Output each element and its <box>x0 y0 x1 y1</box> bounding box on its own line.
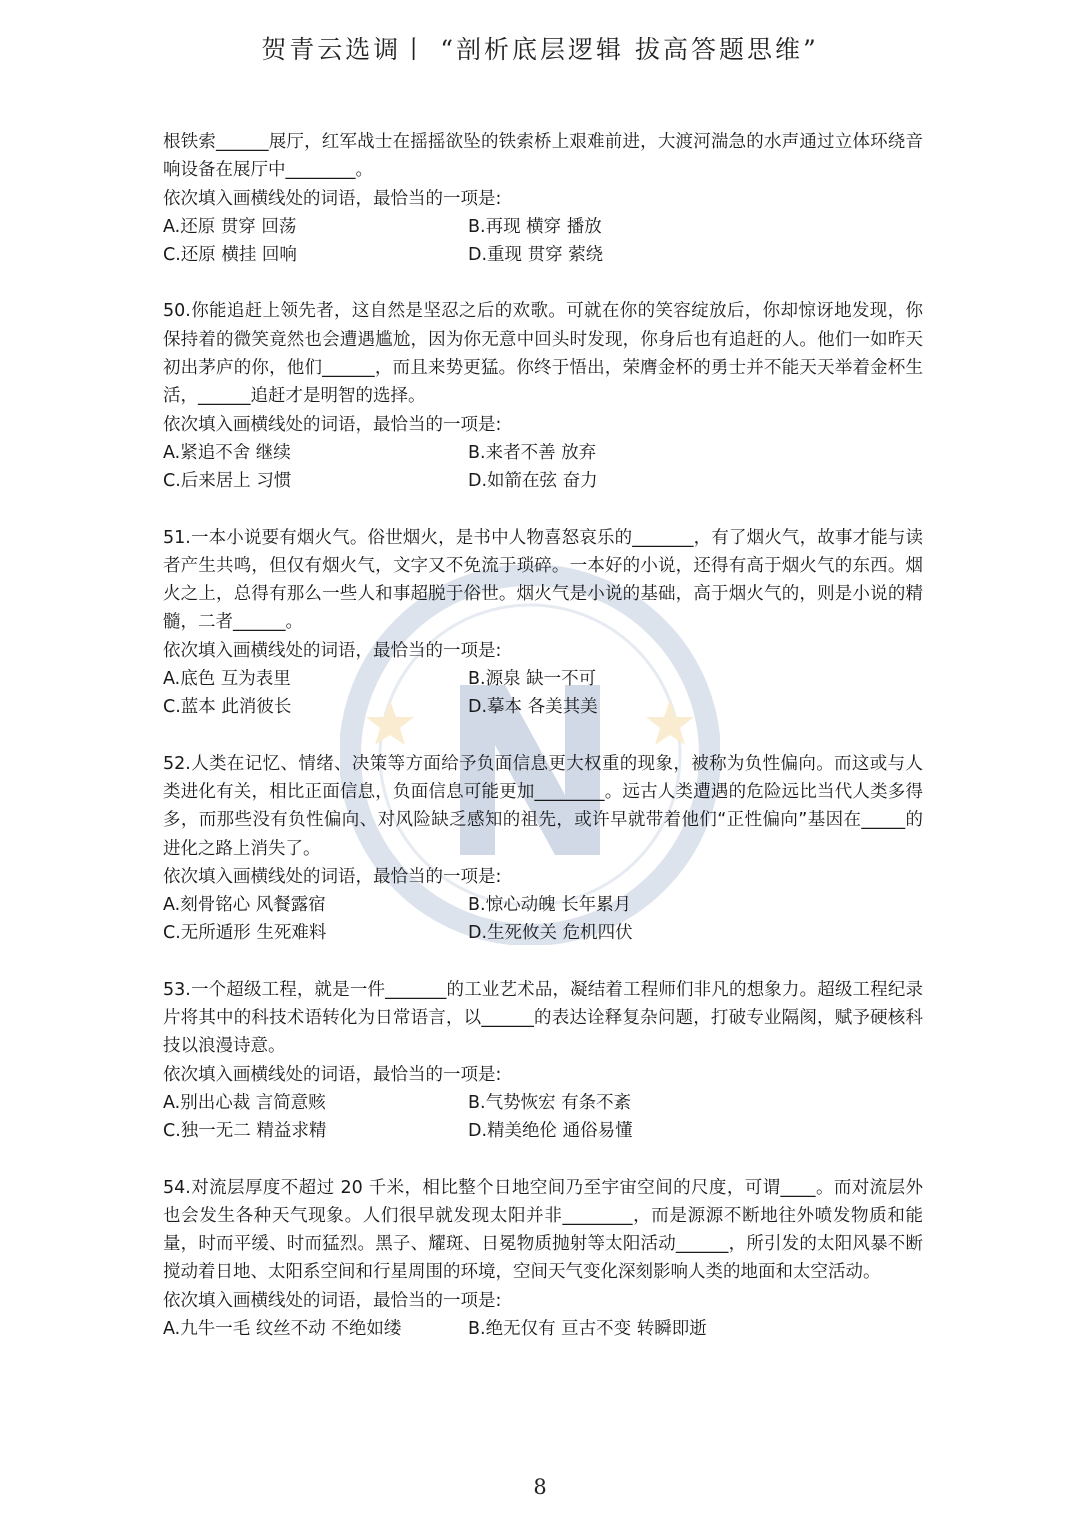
option-a: A.九牛一毛 纹丝不动 不绝如缕 <box>163 1318 402 1339</box>
option-a: A.还原 贯穿 回荡 <box>163 216 297 237</box>
options-grid <box>163 213 923 270</box>
option-b: B.来者不善 放弃 <box>468 442 597 463</box>
question-stem: 50.你能追赶上领先者，这自然是坚忍之后的欢歌。可就在你的笑容绽放后，你却惊讶地发现，你保持着的微笑竟然也会遭遇尴尬，因为你无意中回头时发现，你身后也有追赶的人。他们一如昨天初出茅庐的你，他们______，而且来势更猛。你终于悟出，荣膺金杯的勇士并不能天天举着金杯生活，______追赶才是明智的选择。 <box>163 301 923 407</box>
option-a: A.刻骨铭心 风餐露宿 <box>163 895 326 916</box>
option-d: D.摹本 各美其美 <box>468 697 598 718</box>
option-c: C.无所遁形 生死难料 <box>163 923 327 944</box>
option-d: D.如箭在弦 奋力 <box>468 471 598 492</box>
option-b: B.源泉 缺一不可 <box>468 669 597 690</box>
option-b: B.气势恢宏 有条不紊 <box>468 1092 632 1113</box>
document-body <box>163 128 923 1343</box>
option-c: C.后来居上 习惯 <box>163 471 292 492</box>
option-c: C.蓝本 此消彼长 <box>163 697 292 718</box>
option-d: D.精美绝伦 通俗易懂 <box>468 1121 633 1142</box>
options-grid <box>163 1315 923 1343</box>
option-b: B.再现 横穿 播放 <box>468 216 602 237</box>
option-c: C.独一无二 精益求精 <box>163 1121 327 1142</box>
question-stem: 52.人类在记忆、情绪、决策等方面给予负面信息更大权重的现象，被称为负性偏向。而这或与人类进化有关，相比正面信息，负面信息可能更加________。远古人类遭遇的危险远比当代人类多得多，而那些没有负性偏向、对风险缺乏感知的祖先，或许早就带着他们“正性偏向”基因在_____的进化之路上消失了。 <box>163 753 923 859</box>
option-a: A.底色 互为表里 <box>163 669 291 690</box>
page-header: 贺青云选调丨 “剖析底层逻辑 拔高答题思维” <box>261 35 819 64</box>
options-grid <box>163 665 923 722</box>
question-prompt: 依次填入画横线处的词语，最恰当的一项是: <box>163 866 502 887</box>
question-stem: 54.对流层厚度不超过 20 千米，相比整个日地空间乃至宇宙空间的尺度，可谓____。而对流层外也会发生各种天气现象。人们很早就发现太阳并非________，而是源源不断地往外喷发物质和能量，时而平缓、时而猛烈。黑子、耀斑、日冕物质抛射等太阳活动______，所引发的太阳风暴不断搅动着日地、太阳系空间和行星周围的环境，空间天气变化深刻影响人类的地面和太空活动。 <box>163 1177 923 1283</box>
question-stem: 53.一个超级工程，就是一件_______的工业艺术品，凝结着工程师们非凡的想象力。超级工程纪录片将其中的科技术语转化为日常语言，以______的表达诠释复杂问题，打破专业隔阂，赋予硬核科技以浪漫诗意。 <box>163 979 923 1057</box>
option-a: A.别出心裁 言简意赅 <box>163 1092 326 1113</box>
question-stem: 51.一本小说要有烟火气。俗世烟火，是书中人物喜怒哀乐的_______，有了烟火气，故事才能与读者产生共鸣，但仅有烟火气，文字又不免流于琐碎。一本好的小说，还得有高于烟火气的东西。烟火之上，总得有那么一些人和事超脱于俗世。烟火气是小说的基础，高于烟火气的，则是小说的精髓，二者______。 <box>163 527 923 633</box>
question-prompt: 依次填入画横线处的词语，最恰当的一项是: <box>163 414 502 435</box>
question-prompt: 依次填入画横线处的词语，最恰当的一项是: <box>163 1064 502 1085</box>
options-grid <box>163 891 923 948</box>
question-prompt: 依次填入画横线处的词语，最恰当的一项是: <box>163 640 502 661</box>
option-c: C.还原 横挂 回响 <box>163 245 297 266</box>
question-stem: 根铁索______展厅，红军战士在摇摇欲坠的铁索桥上艰难前进，大渡河湍急的水声通过立体环绕音响设备在展厅中________。 <box>163 132 923 181</box>
question-prompt: 依次填入画横线处的词语，最恰当的一项是: <box>163 188 502 209</box>
option-d: D.生死攸关 危机四伏 <box>468 923 633 944</box>
option-a: A.紧追不舍 继续 <box>163 442 291 463</box>
options-grid <box>163 439 923 496</box>
option-b: B.绝无仅有 亘古不变 转瞬即逝 <box>468 1318 707 1339</box>
page-number: 8 <box>533 1475 547 1499</box>
option-d: D.重现 贯穿 萦绕 <box>468 245 604 266</box>
option-b: B.惊心动魄 长年累月 <box>468 895 632 916</box>
question-prompt: 依次填入画横线处的词语，最恰当的一项是: <box>163 1290 502 1311</box>
options-grid <box>163 1089 923 1146</box>
